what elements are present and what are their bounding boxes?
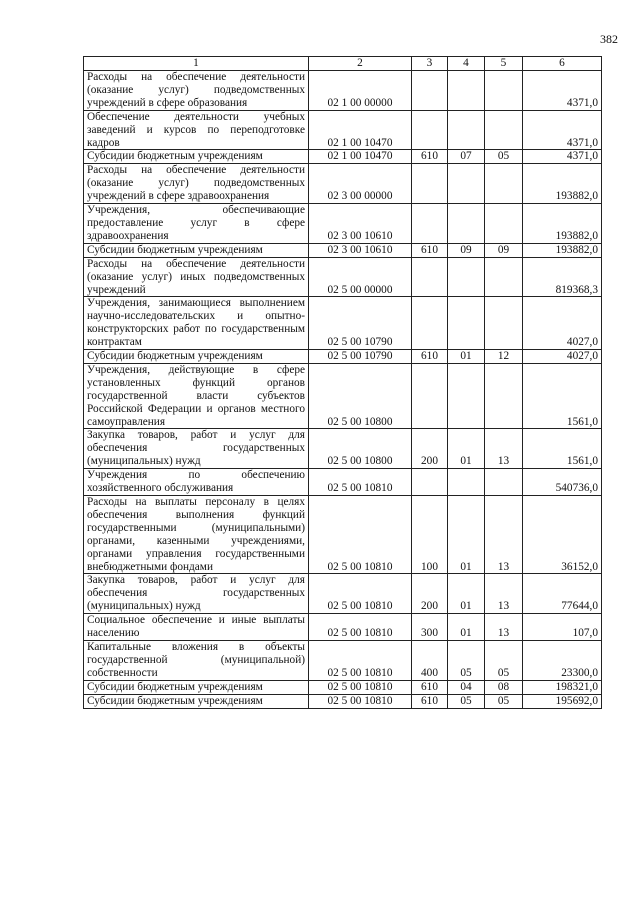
- row-code-cell: 02 5 00 10810: [309, 469, 412, 496]
- row-code-cell: 02 5 00 10810: [309, 496, 412, 574]
- row-expense-type-cell: [412, 297, 448, 350]
- row-amount-cell: 1561,0: [523, 429, 602, 469]
- row-amount-cell: 36152,0: [523, 496, 602, 574]
- row-name-cell: Капитальные вложения в объекты государственной (муниципальной) собственности: [84, 640, 309, 680]
- row-subsection-cell: [485, 71, 523, 111]
- row-expense-type-cell: 610: [412, 350, 448, 364]
- row-subsection-cell: [485, 257, 523, 297]
- row-amount-cell: 77644,0: [523, 574, 602, 614]
- row-expense-type-cell: 400: [412, 640, 448, 680]
- table-row: [84, 297, 602, 350]
- row-name-cell: Учреждения, действующие в сфере установленных функций органов государственной власти субъектов Российской Федерации и органов местного самоуправления: [84, 363, 309, 429]
- table-row: [84, 640, 602, 680]
- row-subsection-cell: [485, 110, 523, 150]
- header-col-5: 5: [485, 57, 523, 71]
- table-row: [84, 150, 602, 164]
- row-amount-cell: 195692,0: [523, 694, 602, 708]
- table-row: [84, 680, 602, 694]
- row-expense-type-cell: 610: [412, 694, 448, 708]
- row-name-cell: Закупка товаров, работ и услуг для обеспечения государственных (муниципальных) нужд: [84, 574, 309, 614]
- row-amount-cell: 1561,0: [523, 363, 602, 429]
- header-col-2: 2: [309, 57, 412, 71]
- row-code-cell: 02 5 00 10790: [309, 297, 412, 350]
- row-amount-cell: 198321,0: [523, 680, 602, 694]
- row-code-cell: 02 1 00 00000: [309, 71, 412, 111]
- row-code-cell: 02 1 00 10470: [309, 150, 412, 164]
- row-code-cell: 02 3 00 10610: [309, 204, 412, 244]
- row-subsection-cell: 12: [485, 350, 523, 364]
- table-row: [84, 363, 602, 429]
- table-row: [84, 496, 602, 574]
- table-row: [84, 350, 602, 364]
- row-amount-cell: 23300,0: [523, 640, 602, 680]
- row-section-cell: 04: [448, 680, 485, 694]
- table-row: [84, 694, 602, 708]
- row-section-cell: 01: [448, 614, 485, 641]
- row-name-cell: Субсидии бюджетным учреждениям: [84, 680, 309, 694]
- row-amount-cell: 4027,0: [523, 350, 602, 364]
- row-subsection-cell: [485, 363, 523, 429]
- row-subsection-cell: [485, 164, 523, 204]
- row-code-cell: 02 5 00 10810: [309, 640, 412, 680]
- row-name-cell: Расходы на обеспечение деятельности (оказание услуг) подведомственных учреждений в сфере образования: [84, 71, 309, 111]
- row-name-cell: Учреждения, обеспечивающие предоставление услуг в сфере здравоохранения: [84, 204, 309, 244]
- header-col-6: 6: [523, 57, 602, 71]
- row-subsection-cell: 13: [485, 429, 523, 469]
- table-body: [84, 71, 602, 709]
- row-expense-type-cell: [412, 71, 448, 111]
- page-number: 382: [600, 32, 618, 46]
- row-subsection-cell: [485, 469, 523, 496]
- row-code-cell: 02 5 00 00000: [309, 257, 412, 297]
- row-section-cell: [448, 110, 485, 150]
- row-expense-type-cell: 610: [412, 680, 448, 694]
- row-code-cell: 02 5 00 10800: [309, 429, 412, 469]
- table-row: [84, 429, 602, 469]
- row-amount-cell: 540736,0: [523, 469, 602, 496]
- row-section-cell: 05: [448, 694, 485, 708]
- row-code-cell: 02 3 00 00000: [309, 164, 412, 204]
- row-name-cell: Субсидии бюджетным учреждениям: [84, 243, 309, 257]
- row-subsection-cell: 05: [485, 694, 523, 708]
- row-subsection-cell: 09: [485, 243, 523, 257]
- row-section-cell: [448, 363, 485, 429]
- table-row: [84, 243, 602, 257]
- row-code-cell: 02 5 00 10810: [309, 574, 412, 614]
- row-subsection-cell: [485, 204, 523, 244]
- row-section-cell: 01: [448, 350, 485, 364]
- row-expense-type-cell: 200: [412, 574, 448, 614]
- table-row: [84, 204, 602, 244]
- row-section-cell: 07: [448, 150, 485, 164]
- row-expense-type-cell: [412, 257, 448, 297]
- row-expense-type-cell: [412, 110, 448, 150]
- row-section-cell: 01: [448, 496, 485, 574]
- row-amount-cell: 193882,0: [523, 243, 602, 257]
- table-row: [84, 574, 602, 614]
- row-code-cell: 02 1 00 10470: [309, 110, 412, 150]
- row-section-cell: [448, 257, 485, 297]
- row-name-cell: Расходы на обеспечение деятельности (оказание услуг) иных подведомственных учреждений: [84, 257, 309, 297]
- row-code-cell: 02 5 00 10810: [309, 694, 412, 708]
- row-name-cell: Учреждения, занимающиеся выполнением научно-исследовательских и опытно-конструкторских работ по государственным контрактам: [84, 297, 309, 350]
- row-section-cell: 01: [448, 574, 485, 614]
- row-subsection-cell: 05: [485, 150, 523, 164]
- row-subsection-cell: 08: [485, 680, 523, 694]
- row-name-cell: Социальное обеспечение и иные выплаты населению: [84, 614, 309, 641]
- row-name-cell: Расходы на обеспечение деятельности (оказание услуг) подведомственных учреждений в сфере здравоохранения: [84, 164, 309, 204]
- row-expense-type-cell: [412, 164, 448, 204]
- row-name-cell: Расходы на выплаты персоналу в целях обеспечения выполнения функций государственными (муниципальными) органами, казенными учреждениями, органами управления государственными внебюджетными фондами: [84, 496, 309, 574]
- row-subsection-cell: 13: [485, 496, 523, 574]
- header-col-1: 1: [84, 57, 309, 71]
- table-row: [84, 71, 602, 111]
- row-expense-type-cell: [412, 469, 448, 496]
- table-row: [84, 469, 602, 496]
- row-name-cell: Закупка товаров, работ и услуг для обеспечения государственных (муниципальных) нужд: [84, 429, 309, 469]
- budget-table: [83, 56, 602, 709]
- row-section-cell: 05: [448, 640, 485, 680]
- row-amount-cell: 4371,0: [523, 71, 602, 111]
- row-section-cell: 09: [448, 243, 485, 257]
- row-section-cell: [448, 204, 485, 244]
- table-row: [84, 164, 602, 204]
- row-section-cell: 01: [448, 429, 485, 469]
- row-name-cell: Субсидии бюджетным учреждениям: [84, 150, 309, 164]
- row-expense-type-cell: 300: [412, 614, 448, 641]
- row-amount-cell: 4371,0: [523, 110, 602, 150]
- row-code-cell: 02 5 00 10810: [309, 680, 412, 694]
- row-name-cell: Обеспечение деятельности учебных заведений и курсов по переподготовке кадров: [84, 110, 309, 150]
- row-section-cell: [448, 297, 485, 350]
- row-section-cell: [448, 71, 485, 111]
- row-amount-cell: 819368,3: [523, 257, 602, 297]
- row-amount-cell: 107,0: [523, 614, 602, 641]
- row-name-cell: Субсидии бюджетным учреждениям: [84, 350, 309, 364]
- header-col-4: 4: [448, 57, 485, 71]
- row-name-cell: Учреждения по обеспечению хозяйственного обслуживания: [84, 469, 309, 496]
- row-expense-type-cell: 200: [412, 429, 448, 469]
- row-subsection-cell: 13: [485, 574, 523, 614]
- table-row: [84, 110, 602, 150]
- row-subsection-cell: 13: [485, 614, 523, 641]
- row-expense-type-cell: 610: [412, 243, 448, 257]
- row-code-cell: 02 5 00 10790: [309, 350, 412, 364]
- table-row: [84, 614, 602, 641]
- row-subsection-cell: [485, 297, 523, 350]
- row-section-cell: [448, 469, 485, 496]
- row-code-cell: 02 5 00 10800: [309, 363, 412, 429]
- row-code-cell: 02 5 00 10810: [309, 614, 412, 641]
- header-col-3: 3: [412, 57, 448, 71]
- row-expense-type-cell: [412, 204, 448, 244]
- row-amount-cell: 4371,0: [523, 150, 602, 164]
- row-expense-type-cell: 100: [412, 496, 448, 574]
- row-expense-type-cell: 610: [412, 150, 448, 164]
- row-subsection-cell: 05: [485, 640, 523, 680]
- row-amount-cell: 193882,0: [523, 204, 602, 244]
- table-row: [84, 257, 602, 297]
- row-amount-cell: 193882,0: [523, 164, 602, 204]
- table-header-row: [84, 57, 602, 71]
- row-name-cell: Субсидии бюджетным учреждениям: [84, 694, 309, 708]
- row-code-cell: 02 3 00 10610: [309, 243, 412, 257]
- row-section-cell: [448, 164, 485, 204]
- row-amount-cell: 4027,0: [523, 297, 602, 350]
- row-expense-type-cell: [412, 363, 448, 429]
